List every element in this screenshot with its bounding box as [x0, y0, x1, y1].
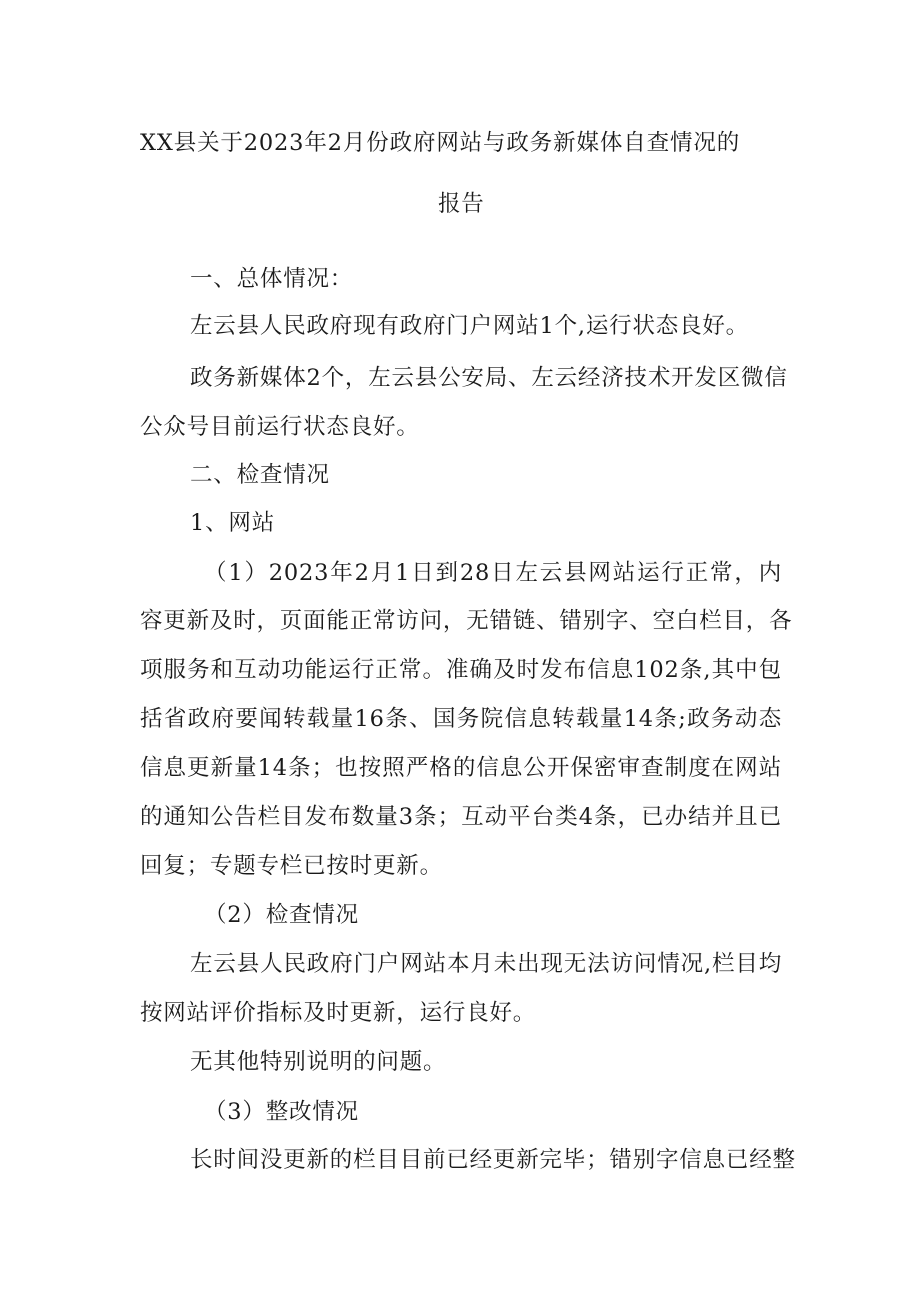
subsection-heading-website: 1、网站: [190, 510, 276, 536]
section-heading-overview: 一、总体情况：: [190, 266, 354, 292]
paragraph-line: 回复；专题专栏已按时更新。: [140, 853, 443, 879]
paragraph-line: 的通知公告栏目发布数量3条；互动平台类4条，已办结并且已: [140, 804, 782, 830]
paragraph-line: 公众号目前运行状态良好。: [140, 414, 420, 440]
paragraph-line: 项服务和互动功能运行正常。准确及时发布信息102条,其中包: [140, 657, 782, 683]
paragraph-line: 无其他特别说明的问题。: [190, 1049, 447, 1075]
paragraph-line: 左云县人民政府现有政府门户网站1个,运行状态良好。: [190, 313, 749, 339]
paragraph-line: 长时间没更新的栏目目前已经更新完毕；错别字信息已经整: [190, 1147, 796, 1173]
document-title-line-1: XX县关于2023年2月份政府网站与政务新媒体自查情况的: [140, 130, 740, 156]
paragraph-line: 容更新及时，页面能正常访问，无错链、错别字、空白栏目，各: [140, 608, 793, 634]
paragraph-line: 左云县人民政府门户网站本月未出现无法访问情况,栏目均: [190, 951, 782, 977]
section-heading-inspection: 二、检查情况: [190, 462, 330, 488]
document-title-line-2: 报告: [438, 191, 485, 217]
paragraph-line: 括省政府要闻转载量16条、国务院信息转载量14条;政务动态: [140, 706, 782, 732]
paragraph-line: （1）2023年2月1日到28日左云县网站运行正常，内: [204, 560, 782, 586]
subsection-heading-rectification: （3）整改情况: [204, 1099, 359, 1125]
subsection-heading-check: （2）检查情况: [204, 902, 359, 928]
paragraph-line: 信息更新量14条；也按照严格的信息公开保密审查制度在网站: [140, 755, 782, 781]
paragraph-line: 政务新媒体2个，左云县公安局、左云经济技术开发区微信: [190, 365, 788, 391]
paragraph-line: 按网站评价指标及时更新，运行良好。: [140, 1000, 537, 1026]
